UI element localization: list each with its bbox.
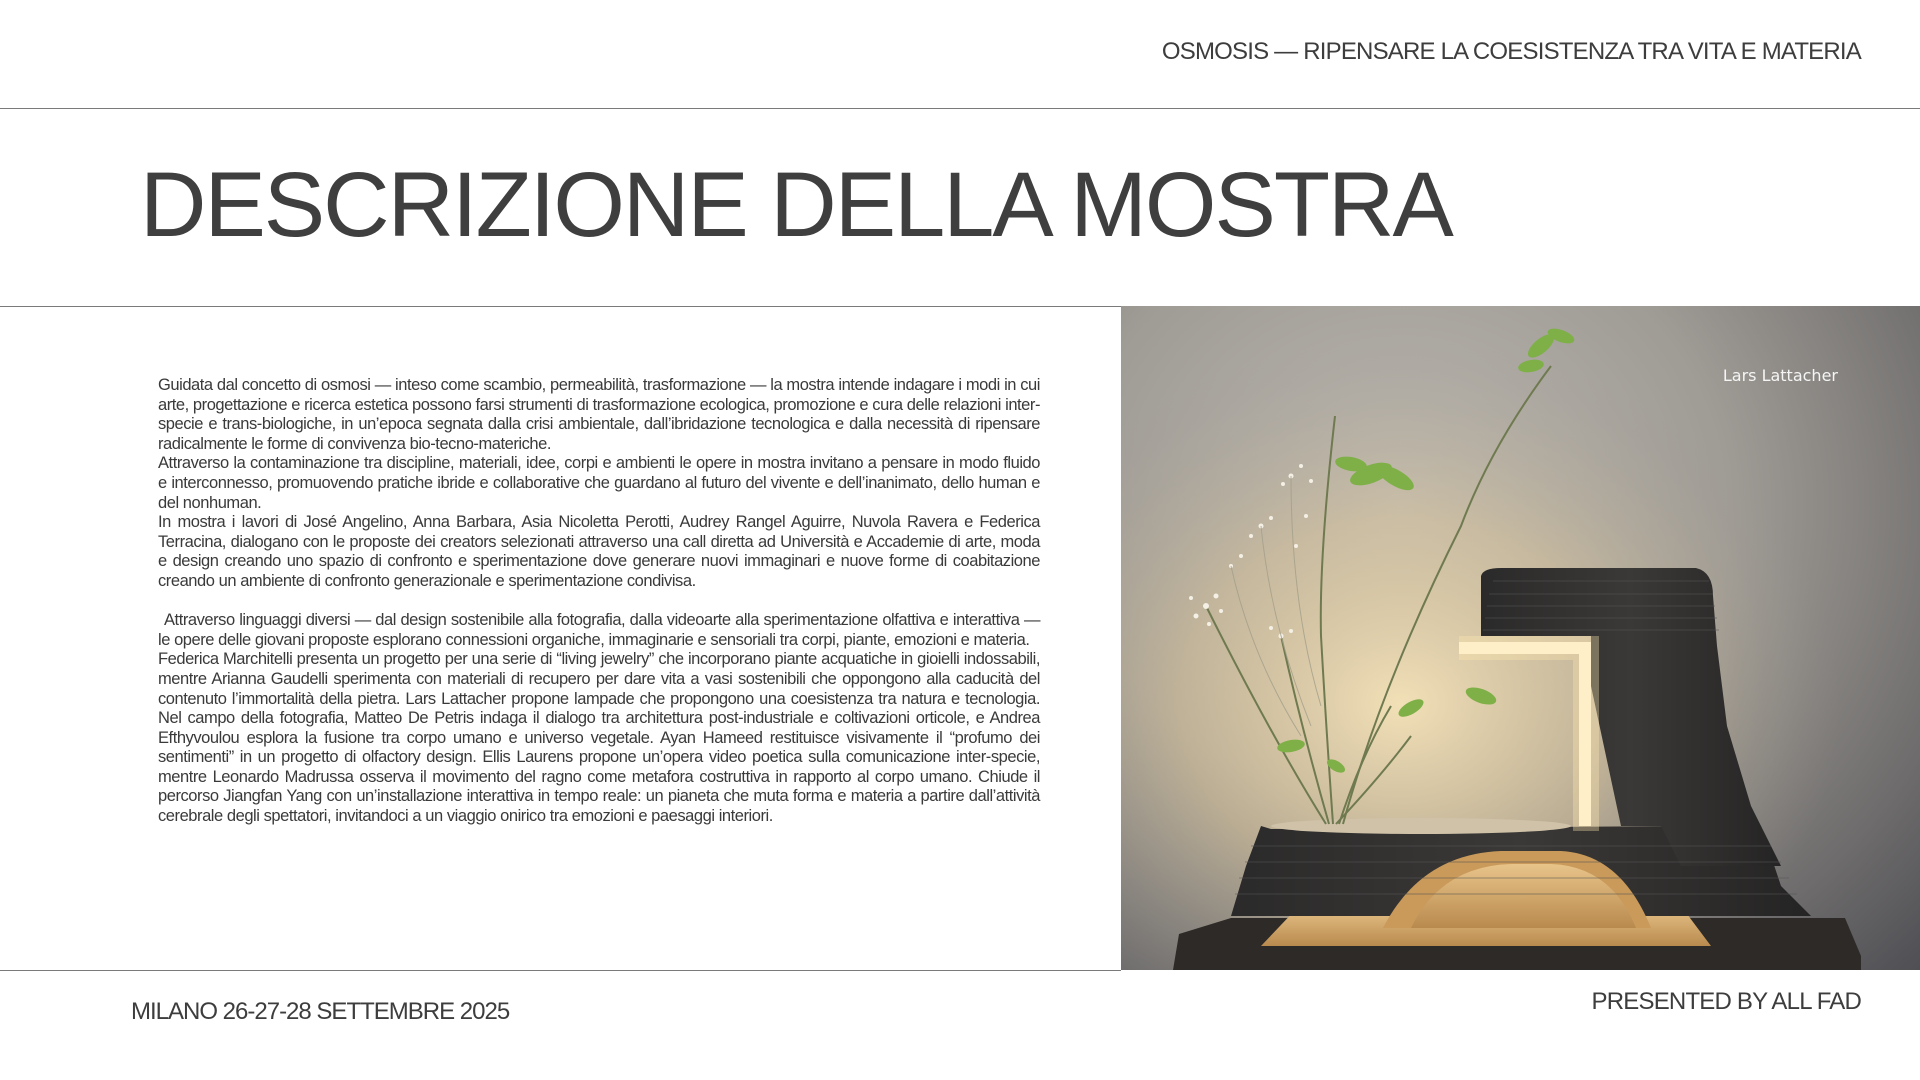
top-divider <box>0 108 1920 109</box>
description-paragraph: Attraverso la contaminazione tra discipline, materiali, idee, corpi e ambienti le opere in mostra invitano a pensare in modo fluido e interconnesso, promuovendo pratiche ibride e collaborative che guardano al futuro del vivente e dell’inanimato, dello human e del nonhuman. <box>158 454 1040 512</box>
middle-divider <box>0 306 1121 307</box>
description-paragraph: Attraverso linguaggi diversi — dal design sostenibile alla fotografia, dalla videoarte alla sperimentazione olfattiva e interattiva — le opere delle giovani proposte esplorano connessioni organiche, immaginarie e sensoriali tra corpi, piante, emozioni e materia. <box>158 611 1040 649</box>
presented-by: PRESENTED BY ALL FAD <box>1591 988 1861 1015</box>
description-paragraph: Federica Marchitelli presenta un progetto per una serie di “living jewelry” che incorporano piante acquatiche in gioielli indossabili, mentre Arianna Gaudelli sperimenta con materiali di recupero per dare vita a vasi sostenibili che oppongono alla caducità del contenuto l’immortalità della pietra. Lars Lattacher propone lampade che propongono una coesistenza tra natura e tecnologia. Nel campo della fotografia, Matteo De Petris indaga il dialogo tra architettura post-industriale e coltivazioni orticole, e Andrea Efthyvoulou esplora la fusione tra corpo umano e universo vegetale. Ayan Hameed restituisce visivamente il “profumo dei sentimenti” in un progetto di olfactory design. Ellis Laurens propone un’opera video poetica sulla comunicazione inter-specie, mentre Leonardo Madrussa osserva il movimento del ragno come metafora costruttiva in rapporto al corpo umano. Chiude il percorso Jiangfan Yang con un’installazione interattiva in tempo reale: un pianeta che muta forma e materia a partire dall’attività cerebrale degli spettatori, invitandoci a un viaggio onirico tra emozioni e paesaggi interiori. <box>158 650 1040 826</box>
lamp-illustration <box>1121 306 1920 970</box>
exhibition-title: OSMOSIS — RIPENSARE LA COESISTENZA TRA VITA E MATERIA <box>1161 38 1861 65</box>
event-location-dates: MILANO 26-27-28 SETTEMBRE 2025 <box>131 998 510 1025</box>
exhibition-description <box>158 376 1040 827</box>
description-paragraph: In mostra i lavori di José Angelino, Anna Barbara, Asia Nicoletta Perotti, Audrey Rangel Aguirre, Nuvola Ravera e Federica Terracina, dialogano con le proposte dei creators selezionati attraverso una call diretta ad Università e Accademie di arte, moda e design creando uno spazio di confronto e sperimentazione dove generare nuovi immaginari e nuove forme di coabitazione creando un ambiente di confronto generazionale e sperimentazione condivisa. <box>158 513 1040 590</box>
lamp-artwork-photo <box>1121 306 1920 970</box>
bottom-divider <box>0 970 1121 971</box>
photo-credit: Lars Lattacher <box>1722 366 1838 385</box>
page-title: DESCRIZIONE DELLA MOSTRA <box>140 154 1452 256</box>
description-paragraph: Guidata dal concetto di osmosi — inteso come scambio, permeabilità, trasformazione — la mostra intende indagare i modi in cui arte, progettazione e ricerca estetica possono farsi strumenti di trasformazione ecologica, promozione e cura delle relazioni inter-specie e trans-biologiche, in un’epoca segnata dalla crisi ambientale, dall’ibridazione tecnologica e dalla necessità di ripensare radicalmente le forme di convivenza bio-tecno-materiche. <box>158 376 1040 453</box>
